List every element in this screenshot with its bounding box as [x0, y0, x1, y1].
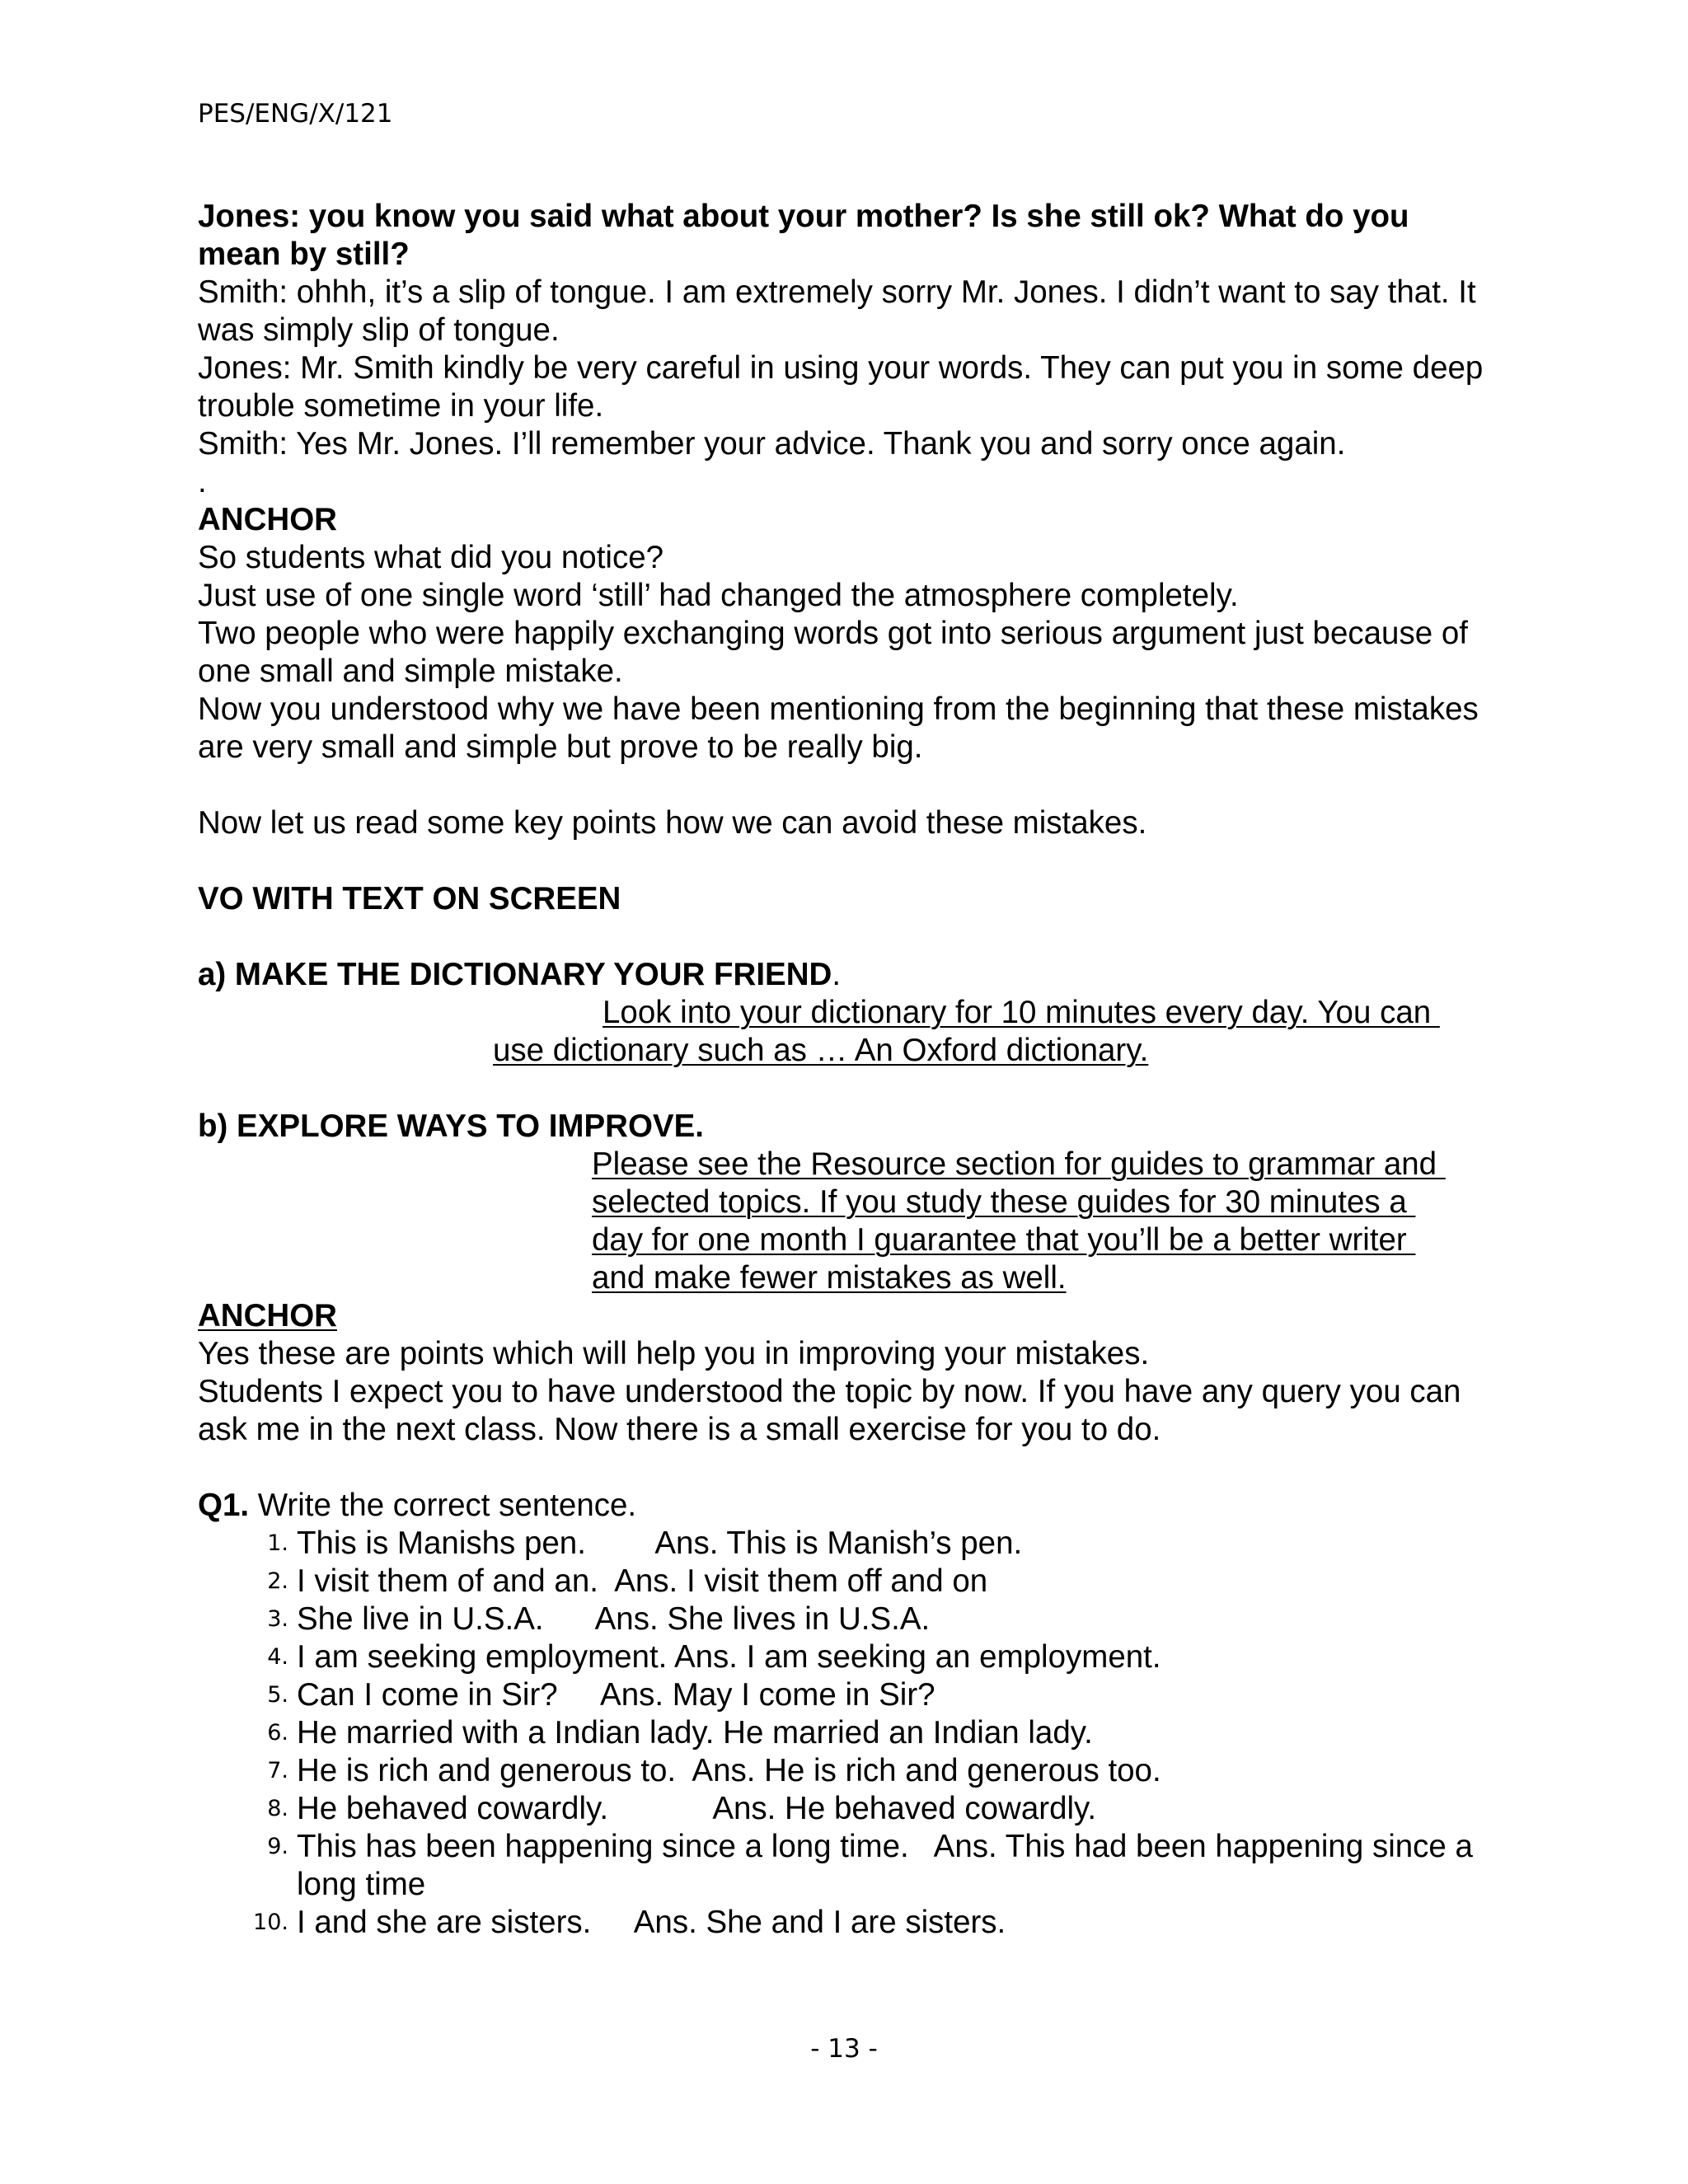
spacer — [198, 918, 1484, 956]
point-b-line: selected topics. If you study these guides for 30 minutes a — [592, 1184, 1416, 1220]
list-item — [198, 1828, 1484, 1904]
item-number: 9. — [267, 1834, 288, 1859]
exercise-label: Q1. — [198, 1488, 250, 1523]
point-a-heading-row — [198, 956, 1484, 994]
list-item — [198, 1676, 1484, 1714]
item-number: 3. — [267, 1606, 288, 1632]
anchor-line: Now you understood why we have been mentioning from the beginning that these mistakes are very small and simple but prove to be really big. — [198, 691, 1479, 765]
list-item — [198, 1904, 1484, 1942]
item-text: She live in U.S.A. Ans. She lives in U.S.A. — [297, 1601, 931, 1637]
item-number: 8. — [267, 1796, 288, 1821]
item-number: 10. — [253, 1910, 288, 1935]
document-code: PES/ENG/X/121 — [198, 99, 393, 129]
page-number: - 13 - — [810, 2034, 878, 2064]
spacer — [198, 1070, 1484, 1108]
point-a-heading: a) MAKE THE DICTIONARY YOUR FRIEND — [198, 957, 832, 992]
jones-advice: Jones: Mr. Smith kindly be very careful in using your words. They can put you in some deep trouble sometime in your life. — [198, 350, 1484, 424]
stray-dot: . — [198, 464, 207, 499]
item-number: 1. — [267, 1530, 288, 1556]
item-text: I visit them of and an. Ans. I visit them off and on — [297, 1563, 988, 1599]
item-number: 5. — [267, 1682, 288, 1708]
exercise-list — [198, 1525, 1484, 1942]
item-text: This has been happening since a long time. Ans. This had been happening since a long time — [297, 1829, 1482, 1902]
point-b-line: and make fewer mistakes as well. — [592, 1260, 1067, 1296]
anchor-heading: ANCHOR — [198, 502, 337, 537]
item-text: I am seeking employment. Ans. I am seeking an employment. — [297, 1639, 1161, 1675]
item-text: He behaved cowardly. Ans. He behaved cowardly. — [297, 1791, 1097, 1826]
anchor-line: Just use of one single word ‘still’ had changed the atmosphere completely. — [198, 578, 1239, 613]
point-a-line-1: Look into your dictionary for 10 minutes every day. You can — [603, 995, 1440, 1030]
exercise-instruction: Write the correct sentence. — [249, 1488, 637, 1523]
point-b-heading: b) EXPLORE WAYS TO IMPROVE. — [198, 1108, 704, 1144]
spacer — [198, 1449, 1484, 1487]
item-text: I and she are sisters. Ans. She and I are sisters. — [297, 1905, 1006, 1940]
item-number: 2. — [267, 1568, 288, 1594]
list-item — [198, 1752, 1484, 1790]
jones-question: Jones: you know you said what about your mother? Is she still ok? What do you mean by still? — [198, 199, 1409, 272]
item-number: 4. — [267, 1644, 288, 1670]
vo-heading: VO WITH TEXT ON SCREEN — [198, 881, 621, 916]
anchor-2-line-1: Yes these are points which will help you in improving your mistakes. — [198, 1336, 1150, 1371]
anchor-2-line-2: Students I expect you to have understood the topic by now. If you have any query you can ask me in the next class. Now there is a small exercise for you to do. — [198, 1374, 1461, 1447]
anchor-line: Two people who were happily exchanging words got into serious argument just because of one small and simple mistake. — [198, 616, 1468, 689]
item-number: 7. — [267, 1758, 288, 1783]
list-item — [198, 1563, 1484, 1601]
spacer — [198, 766, 1484, 804]
anchor-heading-2: ANCHOR — [198, 1298, 337, 1333]
point-b-line: day for one month I guarantee that you’ll be a better writer — [592, 1222, 1416, 1258]
list-item — [198, 1638, 1484, 1676]
list-item — [198, 1601, 1484, 1638]
item-number: 6. — [267, 1720, 288, 1746]
smith-thanks: Smith: Yes Mr. Jones. I’ll remember your advice. Thank you and sorry once again. — [198, 426, 1346, 462]
point-a-heading-suffix: . — [832, 957, 842, 992]
list-item — [198, 1790, 1484, 1828]
document-body — [198, 198, 1484, 1942]
list-item — [198, 1525, 1484, 1563]
item-text: He is rich and generous to. Ans. He is rich and generous too. — [297, 1753, 1161, 1788]
item-text: Can I come in Sir? Ans. May I come in Sir? — [297, 1677, 935, 1713]
anchor-line: So students what did you notice? — [198, 540, 664, 575]
smith-reply: Smith: ohhh, it’s a slip of tongue. I am extremely sorry Mr. Jones. I didn’t want to say that. It was simply slip of tongue. — [198, 274, 1476, 348]
key-points-intro: Now let us read some key points how we can avoid these mistakes. — [198, 805, 1147, 841]
exercise-instruction-row — [198, 1487, 1484, 1525]
item-text: This is Manishs pen. Ans. This is Manish’s pen. — [297, 1526, 1023, 1561]
point-b-line: Please see the Resource section for guides to grammar and — [592, 1146, 1446, 1182]
spacer — [198, 842, 1484, 880]
point-a-line-2: use dictionary such as … An Oxford dictionary. — [493, 1033, 1149, 1068]
item-text: He married with a Indian lady. He married an Indian lady. — [297, 1715, 1093, 1750]
list-item — [198, 1714, 1484, 1752]
